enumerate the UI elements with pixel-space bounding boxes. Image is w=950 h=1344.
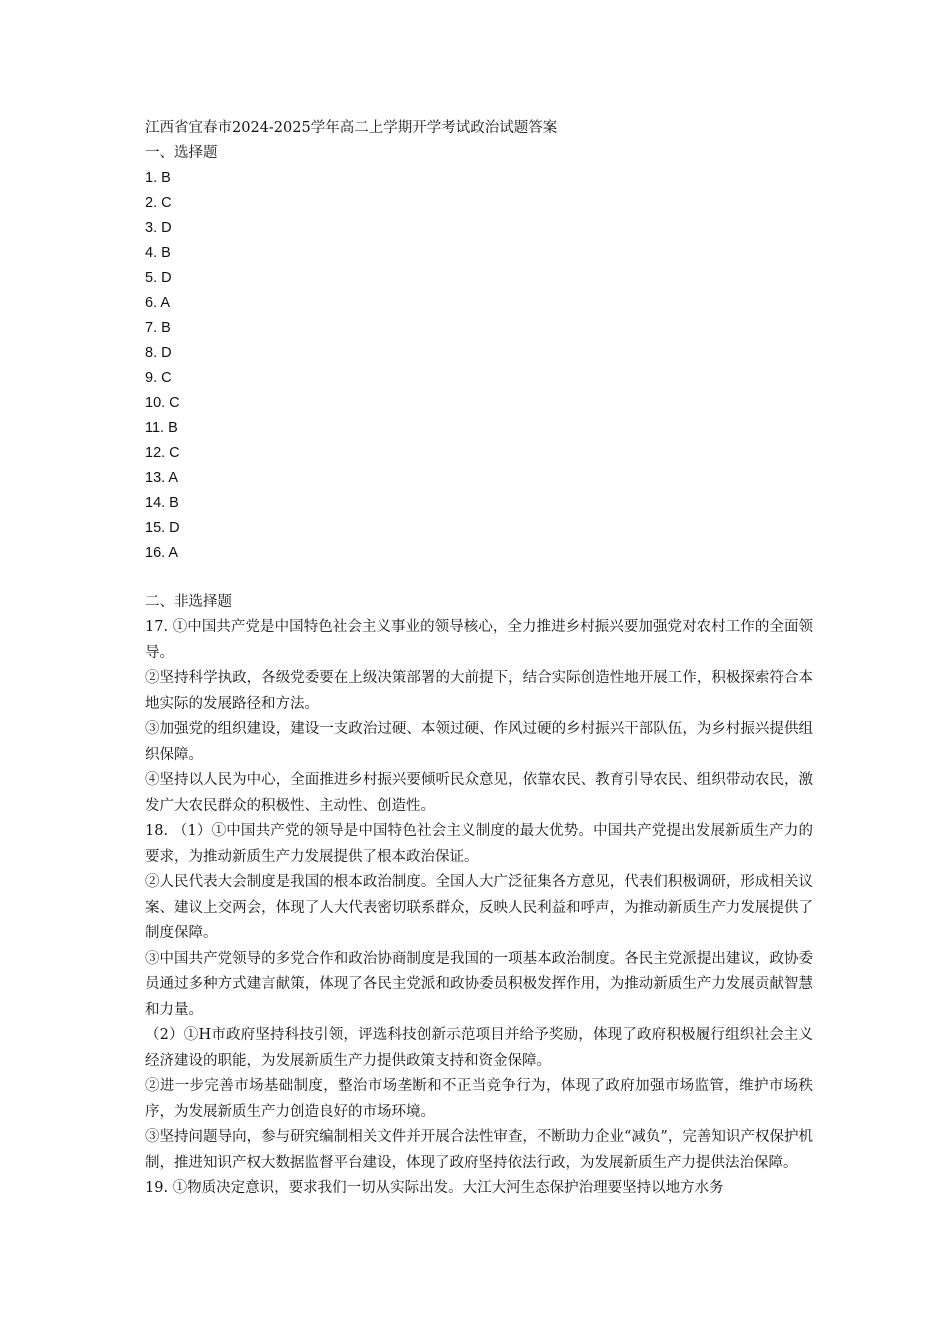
- answer-item: 11. B: [145, 420, 178, 436]
- answer-item: 4. B: [145, 245, 171, 261]
- answer-item: 9. C: [145, 370, 172, 386]
- multiple-choice-answer-list: [145, 166, 813, 566]
- answer-paragraph: （2）①H市政府坚持科技引领，评选科技创新示范项目并给予奖励，体现了政府积极履行组织社会主义经济建设的职能，为发展新质生产力提供政策支持和资金保障。: [145, 1027, 813, 1069]
- section-heading-non-multiple-choice: 二、非选择题: [145, 594, 232, 610]
- answer-item: 12. C: [145, 445, 180, 461]
- answer-paragraph: ③加强党的组织建设，建设一支政治过硬、本领过硬、作风过硬的乡村振兴干部队伍，为乡村振兴提供组织保障。: [145, 721, 813, 763]
- answer-item: 14. B: [145, 495, 179, 511]
- answer-paragraph: ④坚持以人民为中心，全面推进乡村振兴要倾听民众意见，依靠农民、教育引导农民、组织带动农民，激发广大农民群众的积极性、主动性、创造性。: [145, 772, 813, 814]
- answer-paragraph: 18. （1）①中国共产党的领导是中国特色社会主义制度的最大优势。中国共产党提出发展新质生产力的要求，为推动新质生产力发展提供了根本政治保证。: [145, 823, 813, 865]
- answer-paragraph: ②坚持科学执政，各级党委要在上级决策部署的大前提下，结合实际创造性地开展工作，积极探索符合本地实际的发展路径和方法。: [145, 670, 813, 712]
- answer-item: 15. D: [145, 520, 180, 536]
- answer-item: 1. B: [145, 170, 171, 186]
- answer-item: 10. C: [145, 395, 180, 411]
- answer-item: 16. A: [145, 545, 179, 561]
- answer-item: 6. A: [145, 295, 170, 311]
- answer-paragraph: ③坚持问题导向，参与研究编制相关文件并开展合法性审查，不断助力企业“减负”，完善知识产权保护机制，推进知识产权大数据监督平台建设，体现了政府坚持依法行政，为发展新质生产力提供法治保障。: [145, 1129, 813, 1171]
- answer-item: 2. C: [145, 195, 172, 211]
- section-heading-multiple-choice: 一、选择题: [145, 145, 218, 161]
- document-title: 江西省宜春市2024-2025学年高二上学期开学考试政治试题答案: [145, 120, 558, 136]
- answer-item: 3. D: [145, 220, 172, 236]
- answer-item: 8. D: [145, 345, 172, 361]
- answer-item: 7. B: [145, 320, 171, 336]
- answer-paragraph: 19. ①物质决定意识，要求我们一切从实际出发。大江大河生态保护治理要坚持以地方水务: [145, 1180, 724, 1196]
- non-multiple-choice-answers: [145, 615, 813, 1202]
- answer-paragraph: 17. ①中国共产党是中国特色社会主义事业的领导核心，全力推进乡村振兴要加强党对农村工作的全面领导。: [145, 619, 813, 661]
- answer-paragraph: ②进一步完善市场基础制度，整治市场垄断和不正当竞争行为，体现了政府加强市场监管，维护市场秩序，为发展新质生产力创造良好的市场环境。: [145, 1078, 813, 1120]
- answer-paragraph: ②人民代表大会制度是我国的根本政治制度。全国人大广泛征集各方意见，代表们积极调研，形成相关议案、建议上交两会，体现了人大代表密切联系群众，反映人民利益和呼声，为推动新质生产力发展提供了制度保障。: [145, 874, 813, 941]
- answer-item: 13. A: [145, 470, 179, 486]
- blank-line: [145, 566, 813, 590]
- answer-item: 5. D: [145, 270, 172, 286]
- answer-paragraph: ③中国共产党领导的多党合作和政治协商制度是我国的一项基本政治制度。各民主党派提出建议，政协委员通过多种方式建言献策，体现了各民主党派和政协委员积极发挥作用，为推动新质生产力发展贡献智慧和力量。: [145, 950, 813, 1018]
- document-page: [145, 116, 813, 1202]
